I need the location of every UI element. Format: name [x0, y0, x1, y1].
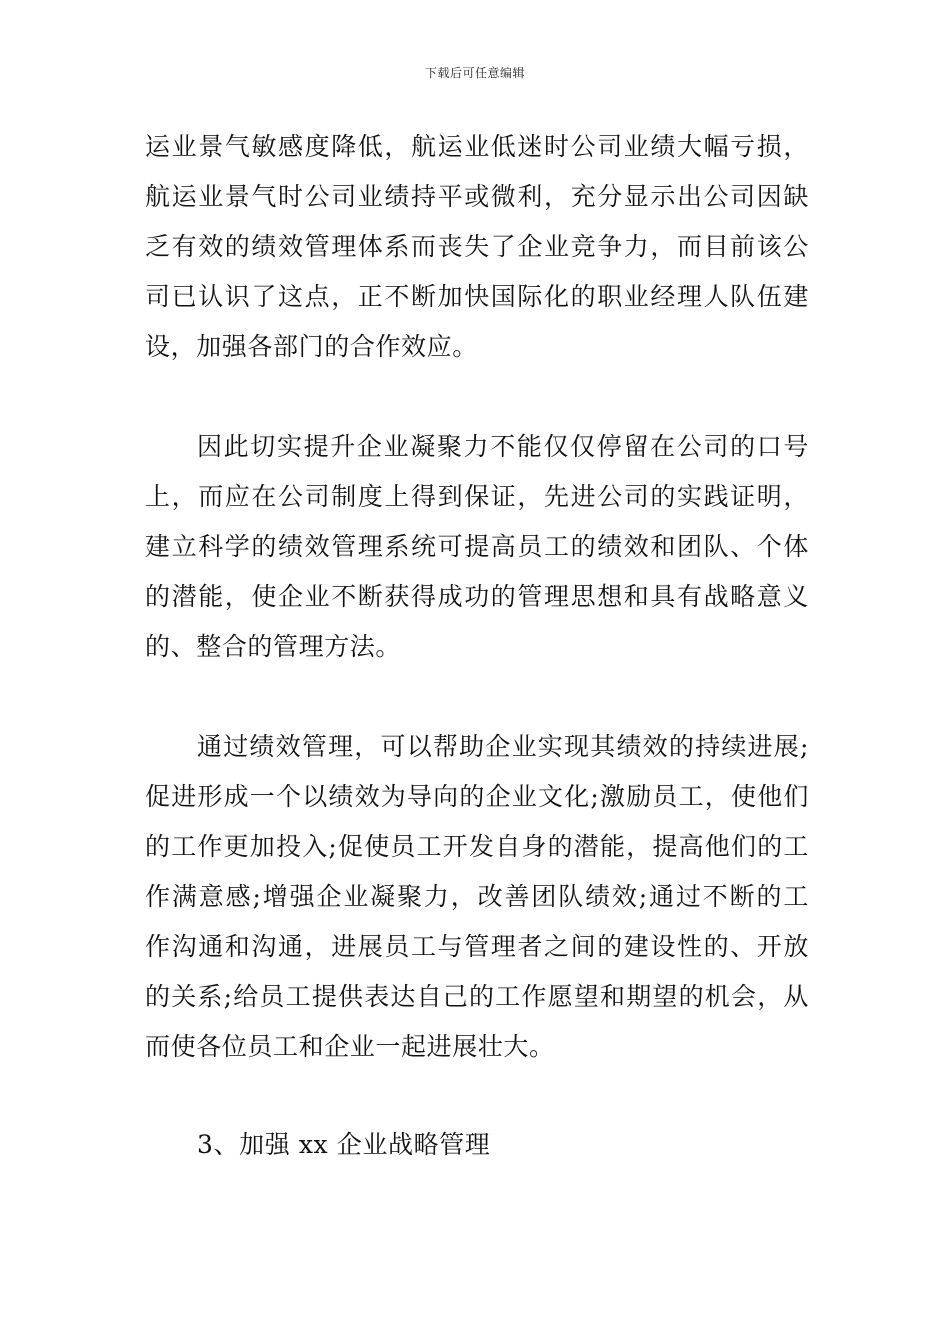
paragraph-1 — [145, 122, 809, 372]
paragraph-line: 的关系;给员工提供表达自己的工作愿望和期望的机会，从 — [145, 982, 809, 1011]
paragraph-line: 的工作更加投入;促使员工开发自身的潜能，提高他们的工 — [145, 832, 809, 861]
paragraph-line: 设，加强各部门的合作效应。 — [145, 332, 478, 361]
paragraph-line: 的潜能，使企业不断获得成功的管理思想和具有战略意义 — [145, 582, 809, 611]
paragraph-line: 航运业景气时公司业绩持平或微利，充分显示出公司因缺 — [145, 182, 809, 211]
paragraph-line: 上，而应在公司制度上得到保证，先进公司的实践证明， — [145, 482, 809, 511]
paragraph-line: 作沟通和沟通，进展员工与管理者之间的建设性的、开放 — [145, 932, 809, 961]
paragraph-line: 建立科学的绩效管理系统可提高员工的绩效和团队、个体 — [145, 532, 809, 561]
paragraph-line: 乏有效的绩效管理体系而丧失了企业竞争力，而目前该公 — [145, 232, 809, 261]
paragraph-2 — [145, 422, 809, 672]
section-heading-text: 3、加强 xx 企业战略管理 — [197, 1130, 491, 1159]
section-heading — [145, 1120, 809, 1170]
paragraph-line: 司已认识了这点，正不断加快国际化的职业经理人队伍建 — [145, 282, 809, 311]
paragraph-line: 的、整合的管理方法。 — [145, 632, 402, 661]
paragraph-line: 通过绩效管理，可以帮助企业实现其绩效的持续进展; — [197, 732, 809, 761]
paragraph-3 — [145, 722, 809, 1072]
paragraph-line: 因此切实提升企业凝聚力不能仅仅停留在公司的口号 — [197, 432, 809, 461]
paragraph-line: 促进形成一个以绩效为导向的企业文化;激励员工，使他们 — [145, 782, 809, 811]
paragraph-line: 作满意感;增强企业凝聚力，改善团队绩效;通过不断的工 — [145, 882, 809, 911]
paragraph-line: 而使各位员工和企业一起进展壮大。 — [145, 1032, 555, 1061]
paragraph-line: 运业景气敏感度降低，航运业低迷时公司业绩大幅亏损， — [145, 132, 809, 161]
page-header: 下载后可任意编辑 — [424, 66, 525, 80]
